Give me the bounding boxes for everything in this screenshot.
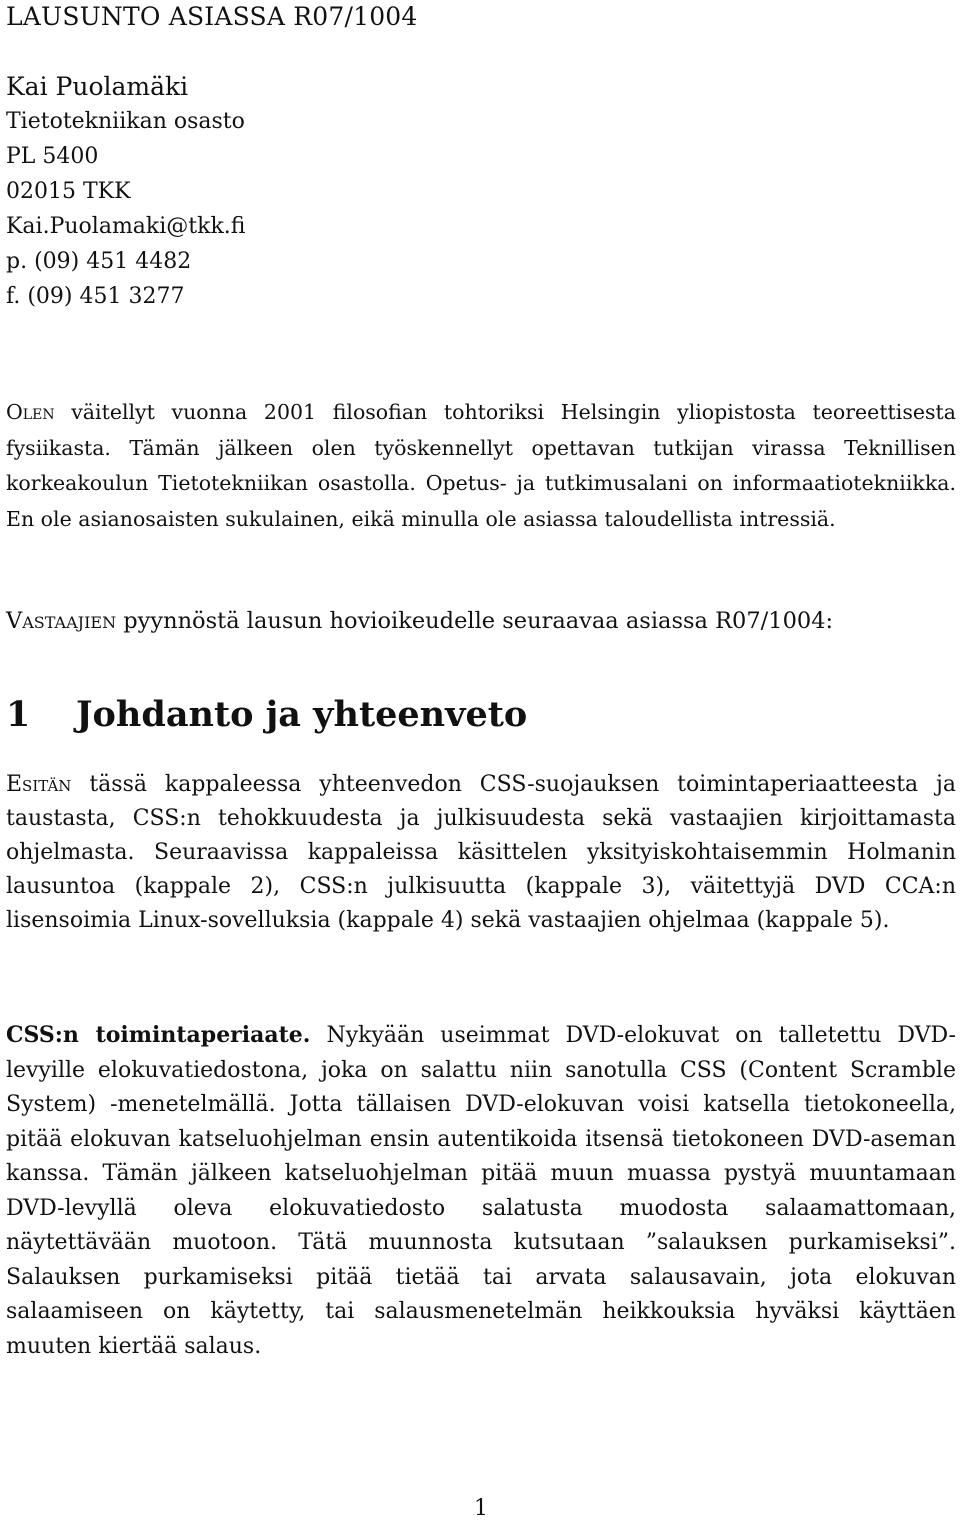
bio-paragraph: [6, 395, 956, 537]
author-address-block: [6, 70, 245, 314]
page-number: 1: [474, 1496, 488, 1521]
summary-lead-word: Esitän: [6, 772, 72, 797]
bio-lead-word: Olen: [6, 400, 55, 424]
summary-paragraph: [6, 768, 956, 938]
request-lead-word: Vastaajien: [6, 608, 117, 634]
bio-text: väitellyt vuonna 2001 filosofian tohtoriksi Helsingin yliopistosta teoreettisesta fysiikasta. Tämän jälkeen olen työskennellyt opettavan tutkijan virassa Teknillisen korkeakoulun Tietotekniikan osastolla. Opetus- ja tutkimusalani on informaatiotekniikka. En ole asianosaisten sukulainen, eikä minulla ole asiassa taloudellista intressiä.: [6, 400, 956, 531]
request-paragraph: [6, 604, 956, 638]
css-principle-heading: CSS:n toimintaperiaate.: [6, 1022, 311, 1048]
section-title: Johdanto ja yhteenveto: [76, 694, 528, 735]
section-heading: [6, 694, 527, 735]
author-postal-code: 02015 TKK: [6, 179, 131, 204]
css-principle-paragraph: [6, 1018, 956, 1364]
section-number: 1: [6, 694, 31, 735]
author-email: Kai.Puolamaki@tkk.fi: [6, 214, 246, 239]
request-text: pyynnöstä lausun hovioikeudelle seuraavaa asiassa R07/1004:: [123, 608, 834, 634]
css-principle-text: Nykyään useimmat DVD-elokuvat on talletettu DVD-levyille elokuvatiedostona, joka on salattu niin sanotulla CSS (Content Scramble System) -menetelmällä. Jotta tällaisen DVD-elokuvan voisi katsella tietokoneella, pitää elokuvan katseluohjelman ensin autentikoida itsensä tietokoneen DVD-aseman kanssa. Tämän jälkeen katseluohjelman pitää muun muassa pystyä muuntamaan DVD-levyllä oleva elokuvatiedosto salatusta muodosta salaamattomaan, näytettävään muotoon. Tätä muunnosta kutsutaan ”salauksen purkamiseksi”. Salauksen purkamiseksi pitää tietää tai arvata salausavain, jota elokuvan salaamiseen on käytetty, tai salausmenetelmän heikkouksia hyväksi käyttäen muuten kiertää salaus.: [6, 1023, 956, 1359]
author-name: Kai Puolamäki: [6, 72, 189, 101]
author-department: Tietotekniikan osasto: [6, 109, 245, 134]
author-fax: f. (09) 451 3277: [6, 284, 185, 309]
document-title: LAUSUNTO ASIASSA R07/1004: [6, 2, 418, 31]
author-po-box: PL 5400: [6, 144, 99, 169]
author-phone: p. (09) 451 4482: [6, 249, 192, 274]
summary-text: tässä kappaleessa yhteenvedon CSS-suojauksen toimintaperiaatteesta ja taustasta, CSS:n tehokkuudesta ja julkisuudesta sekä vastaajien kirjoittamasta ohjelmasta. Seuraavissa kappaleissa käsittelen yksityiskohtaisemmin Holmanin lausuntoa (kappale 2), CSS:n julkisuutta (kappale 3), väitettyjä DVD CCA:n lisensoimia Linux-sovelluksia (kappale 4) sekä vastaajien ohjelmaa (kappale 5).: [6, 772, 956, 933]
